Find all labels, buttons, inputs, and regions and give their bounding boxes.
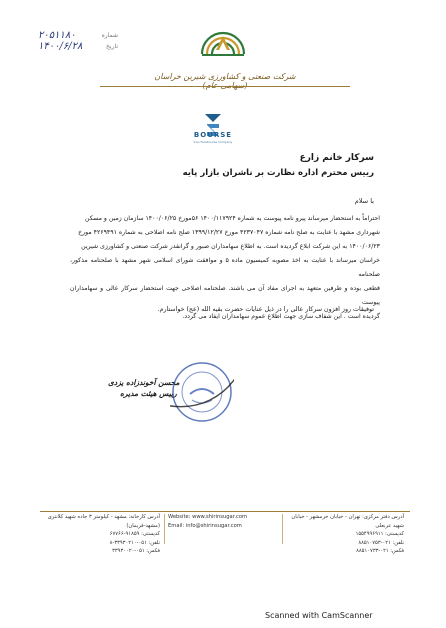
body-line: شهرداری مشهد با عنایت به صلح نامه شماره ۴۲۳۷۰۴۷ مورخ ۱۳۹۹/۱۲/۲۷ صلح نامه اصلاحی به شماره ۴۲۶۹۴۹۱ مورخ (78, 229, 380, 236)
header-divider (100, 86, 350, 87)
reference-block (38, 30, 118, 52)
footer-line: آدرس دفتر مرکزی: تهران - خیابان خرمشهر - خیابان شهید عربعلی (291, 514, 404, 529)
footer-line: تلفن: ۰۵۱-۳۳۹۳۰۲۱۰-۸ (109, 539, 160, 546)
recipient-name: سرکار خانم زارع (299, 153, 374, 163)
date-value: ۱۴۰۰/۶/۲۸ (38, 41, 83, 52)
footer-line: فکس: ۰۵۱-۳۳۹۳۰۰۲۰ (112, 548, 160, 554)
company-logo-icon (196, 14, 250, 70)
ref-number-label: شماره (101, 32, 118, 39)
factory-address-block (42, 513, 160, 556)
footer-line: کدپستی: ۹۱۸۵۹-۶۷۷۶۶ (109, 531, 160, 537)
date-label: تاریخ (106, 43, 118, 50)
footer-line: کدپستی: ۱۵۵۴۹۹۶۹۱۱ (355, 531, 404, 537)
body-line: خراسان میرساند با عنایت به اخذ مصوبه کمیسیون ماده ۵ و موافقت شورای اسلامی شهر مشهد با صلحنامه مذکور، صلحنامه (70, 257, 380, 278)
footer-separator (164, 514, 165, 544)
body-line: گردیده است . این شفاف سازی جهت اطلاع عموم سهامداران ایفاد می گردد. (182, 313, 380, 320)
ref-number-value: ۲۰۵۱۱۸۰ (38, 30, 76, 41)
email-text: Email: info@shirinsugar.com (168, 522, 242, 529)
greeting: با سلام (354, 197, 374, 205)
footer-divider (40, 511, 410, 512)
footer-line: تلفن: ۰۲۱-۸۸۵۱۰۷۵۳ (358, 539, 404, 546)
company-name: شرکت صنعتی و کشاورزی شیرین خراسان (154, 72, 296, 81)
company-stamp-icon (170, 360, 234, 424)
recipient-title: رییس محترم اداره نظارت بر ناشران بازار پایه (182, 168, 374, 178)
footer-line: فکس: ۰۲۱-۸۸۵۱۰۷۳۳ (356, 548, 404, 554)
bourse-logo-subtext: Iran Farabourse Company (193, 140, 233, 144)
web-contact-block (168, 513, 278, 530)
footer-line: آدرس کارخانه: مشهد - کیلومتر ۳ جاده شهید کلانتری (مشهد-فریمان) (47, 514, 160, 529)
closing-line: توفیقات روز افزون سرکار عالی را در ذیل عنایات حضرت بقیه الله (عج) خواستارم. (157, 306, 374, 313)
signer-name: محسن آخوندزاده یزدی (108, 378, 180, 387)
signer-title: رییس هیئت مدیره (120, 389, 177, 398)
website-text: Website: www.shirinsugar.com (168, 514, 248, 520)
footer-separator (282, 514, 283, 544)
body-line: ۱۴۰۰/۰۶/۲۳ به این شرکت ابلاغ گردیده است. به اطلاع سهامداران صبور و گرانقدر شرکت صنعتی و کشاورزی شیرین (81, 243, 380, 250)
body-line: قطعی بوده و طرفین متعهد به اجرای مفاد آن می باشند. صلحنامه اصلاحی جهت استحضار سرکار عالی و سهامداران پیوست (70, 285, 380, 306)
body-line: احتراماً به استحضار میرساند پیرو نامه پیوست به شماره ۱۴۰۰/۱۱۷۹۲۴ ۵۶مورخ ۱۴۰۰/۰۶/۲۵ سازمان زمین و مسکن (84, 215, 380, 222)
scanner-watermark: Scanned with CamScanner (265, 611, 373, 620)
office-address-block (286, 513, 404, 556)
bourse-logo-text: BOURSE (193, 131, 233, 139)
